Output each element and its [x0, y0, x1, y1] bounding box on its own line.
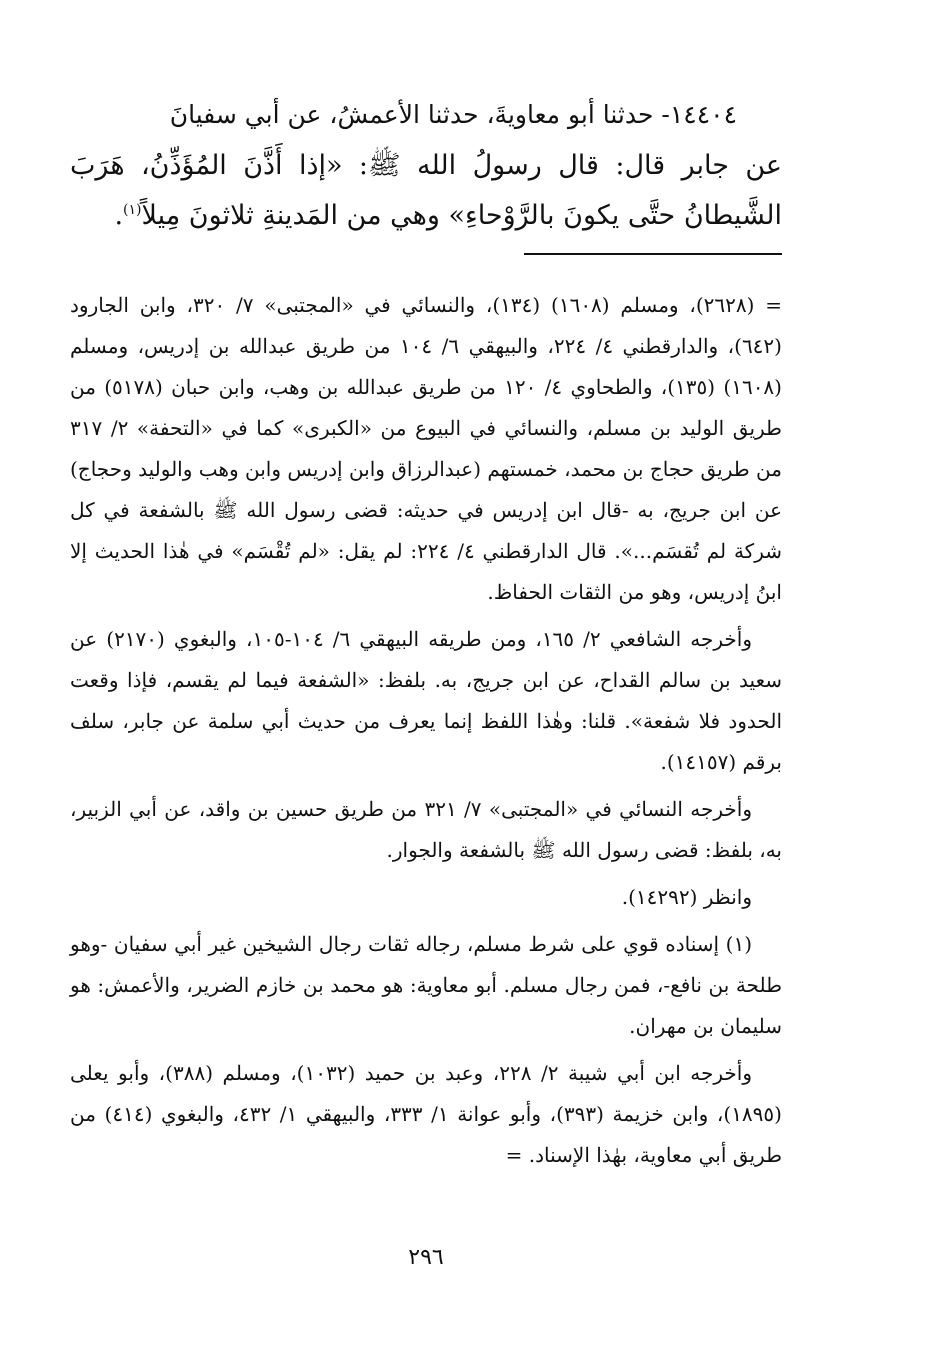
footnote-1: (١) إسناده قوي على شرط مسلم، رجاله ثقات رجال الشيخين غير أبي سفيان -وهو طلحة بن نافع-، فمن رجال مسلم. أبو معاوية: هو محمد بن خازم الضرير، والأعمش: هو سليمان بن مهران.: [70, 932, 782, 1038]
hadith-text: [70, 95, 782, 241]
hadith-isnad: ١٤٤٠٤- حدثنا أبو معاويةَ، حدثنا الأعمشُ، عن أبي سفيانَ: [169, 100, 737, 129]
book-page: [70, 95, 782, 1295]
footnotes-section: [70, 285, 782, 1176]
hadith-matn-text: عن جابر قال: قال رسولُ الله ﷺ: «إذا أَذَّنَ المُؤَذِّنُ، هَرَبَ الشَّيطانُ حتَّى يكونَ بالرَّوْحاءِ» وهي من المَدينةِ ثلاثونَ مِيلاً: [70, 150, 782, 231]
footnote-continuation: = (٢٦٢٨)، ومسلم (١٦٠٨) (١٣٤)، والنسائي في «المجتبى» ٧/ ٣٢٠، وابن الجارود (٦٤٢)، والدارقطني ٤/ ٢٢٤، والبيهقي ٦/ ١٠٤ من طريق عبدالله بن إدريس، ومسلم (١٦٠٨) (١٣٥)، والطحاوي ٤/ ١٢٠ من طريق عبدالله بن وهب، وابن حبان (٥١٧٨) من طريق الوليد بن مسلم، والنسائي في البيوع من «الكبرى» كما في «التحفة» ٢/ ٣١٧ من طريق حجاج بن محمد، خمستهم (عبدالرزاق وابن إدريس وابن وهب والوليد وحجاج) عن ابن جريج، به -قال ابن إدريس في حديثه: قضى رسول الله ﷺ بالشفعة في كل شركة لم تُقسَم...». قال الدارقطني ٤/ ٢٢٤: لم يقل: «لم تُقْسَم» في هٰذا الحديث إلا ابنُ إدريس، وهو من الثقات الحفاظ.: [70, 293, 782, 604]
footnote-reference: (١): [123, 202, 142, 218]
page-number: ٢٩٦: [408, 1245, 444, 1270]
hadith-matn: عن جابر قال: قال رسولُ الله ﷺ: «إذا أَذَّنَ المُؤَذِّنُ، هَرَبَ الشَّيطانُ حتَّى يكونَ بالرَّوْحاءِ» وهي من المَدينةِ ثلاثونَ مِيلاً$^{(١)}$.: [70, 150, 782, 231]
footnote-separator: [524, 253, 782, 255]
footnote-paragraph: وأخرجه الشافعي ٢/ ١٦٥، ومن طريقه البيهقي ٦/ ١٠٤-١٠٥، والبغوي (٢١٧٠) عن سعيد بن سالم القداح، عن ابن جريج، به. بلفظ: «الشفعة فيما لم يقسم، فإذا وقعت الحدود فلا شفعة». قلنا: وهٰذا اللفظ إنما يعرف من حديث أبي سلمة عن جابر، سلف برقم (١٤١٥٧).: [70, 627, 782, 774]
footnote-paragraph: وأخرجه ابن أبي شيبة ٢/ ٢٢٨، وعبد بن حميد (١٠٣٢)، ومسلم (٣٨٨)، وأبو يعلى (١٨٩٥)، وابن خزيمة (٣٩٣)، وأبو عوانة ١/ ٣٣٣، والبيهقي ١/ ٤٣٢، والبغوي (٤١٤) من طريق أبي معاوية، بهٰذا الإسناد. =: [70, 1061, 782, 1167]
footnote-paragraph: وانظر (١٤٢٩٢).: [621, 885, 752, 909]
footnote-paragraph: وأخرجه النسائي في «المجتبى» ٧/ ٣٢١ من طريق حسين بن واقد، عن أبي الزبير، به، بلفظ: قضى رسول الله ﷺ بالشفعة والجوار.: [70, 797, 782, 862]
